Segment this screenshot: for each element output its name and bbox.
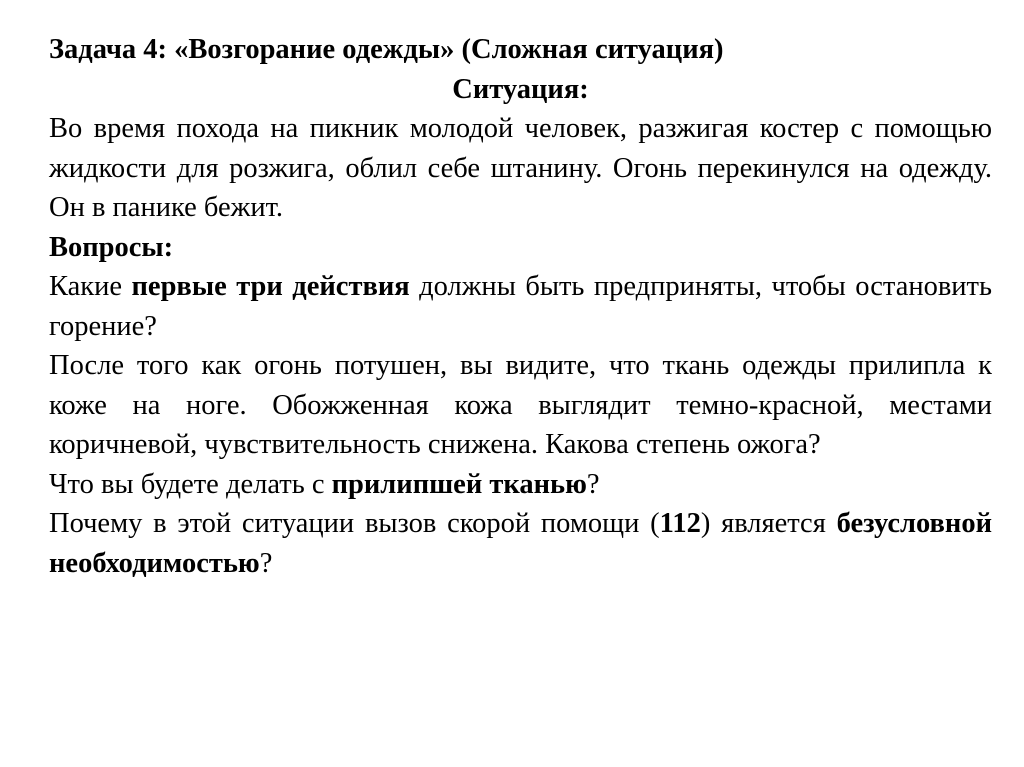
- task-title: Задача 4: «Возгорание одежды» (Сложная ситуация): [49, 34, 724, 65]
- questions-heading: Вопросы:: [49, 231, 174, 263]
- question-4: [49, 504, 992, 583]
- question-4-mid: ) является: [700, 508, 837, 539]
- question-4-number: 112: [659, 508, 701, 539]
- question-4-post: ?: [259, 547, 273, 579]
- question-4-pre: Почему в этой ситуации вызов скорой помощи (: [49, 508, 660, 539]
- question-2: После того как огонь потушен, вы видите, что ткань одежды прилипла к коже на ноге. Обожженная кожа выглядит темно-красной, местами коричневой, чувствительность снижена. Какова степень ожога?: [49, 350, 992, 460]
- slide-content: [49, 30, 992, 583]
- question-3: [49, 465, 992, 505]
- question-1-post: должны быть предприняты, чтобы остановить горение?: [49, 271, 993, 342]
- situation-text: Во время похода на пикник молодой человек, разжигая костер с помощью жидкости для розжига, облил себе штанину. Огонь перекинулся на одежду. Он в панике бежит.: [49, 113, 992, 223]
- question-3-bold: прилипшей тканью: [331, 468, 587, 500]
- situation-heading: Ситуация:: [452, 73, 589, 105]
- question-1-bold: первые три действия: [131, 271, 410, 302]
- question-3-post: ?: [586, 468, 600, 500]
- question-1-pre: Какие: [49, 271, 132, 302]
- question-1: [49, 267, 992, 346]
- question-4-bold: безусловной необходимостью: [49, 508, 993, 579]
- question-3-pre: Что вы будете делать с: [49, 468, 332, 500]
